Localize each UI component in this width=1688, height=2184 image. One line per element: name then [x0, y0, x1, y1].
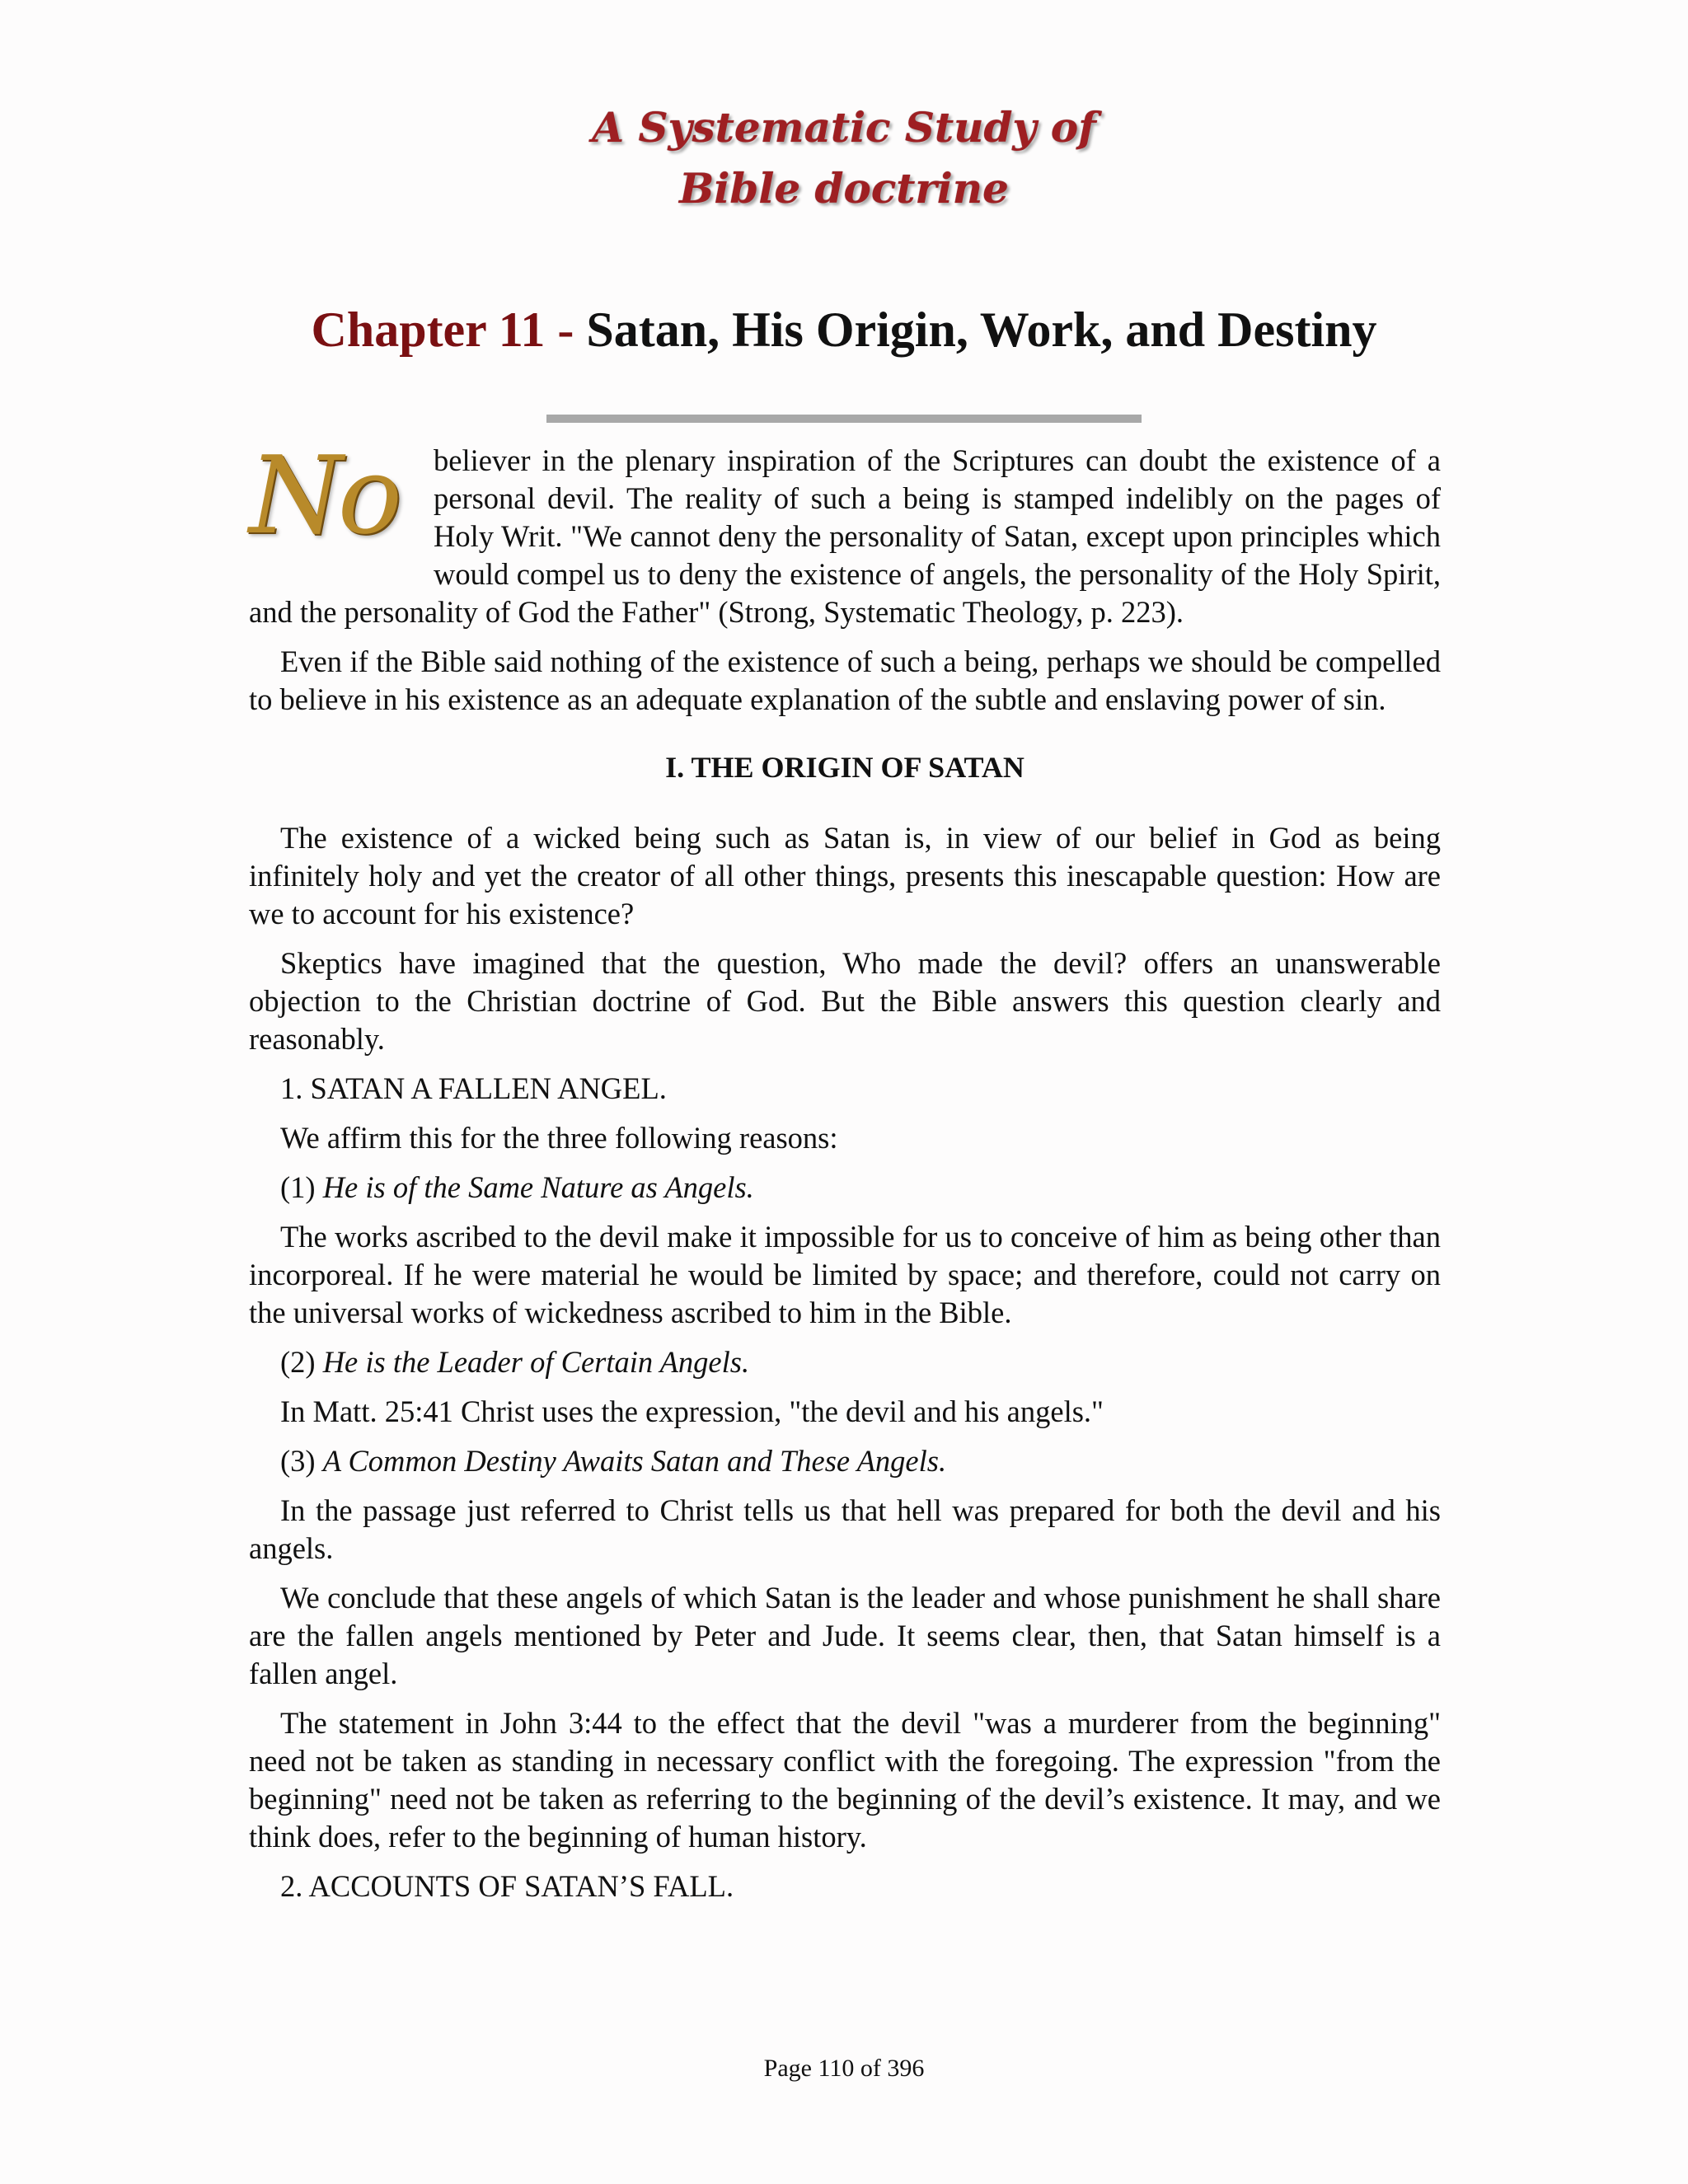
paragraph: In the passage just referred to Christ tells us that hell was prepared for both the devil and his angels. — [249, 1493, 1441, 1565]
reason-item — [249, 1169, 1441, 1207]
reason-item — [249, 1343, 1441, 1381]
intro-paragraph — [249, 433, 1441, 631]
paragraph: The works ascribed to the devil make it impossible for us to conceive of him as being other than incorporeal. If he were material he would be limited by space; and therefore, could not carry on the universal works of wickedness ascribed to him in the Bible. — [249, 1220, 1441, 1329]
horizontal-divider — [546, 415, 1142, 423]
drop-cap-letters: No — [249, 433, 398, 558]
section-heading: I. THE ORIGIN OF SATAN — [665, 751, 1025, 784]
paragraph: The existence of a wicked being such as Satan is, in view of our belief in God as being infinitely holy and yet the creator of all other things, presents this inescapable question: How are we to account for his existence? — [249, 821, 1441, 930]
drop-cap-image — [249, 433, 422, 558]
logo-line-1: A Systematic Study of — [592, 103, 1096, 152]
reason-title: He is of the Same Nature as Angels. — [322, 1170, 754, 1204]
chapter-name: Satan, His Origin, Work, and Destiny — [586, 302, 1377, 357]
subsection-heading: 1. SATAN A FALLEN ANGEL. — [280, 1071, 667, 1105]
reason-title: A Common Destiny Awaits Satan and These Angels. — [322, 1444, 947, 1478]
page-number-footer: Page 110 of 396 — [763, 2055, 925, 2082]
reason-item — [249, 1442, 1441, 1480]
paragraph: Even if the Bible said nothing of the existence of such a being, perhaps we should be compelled to believe in his existence as an adequate explanation of the subtle and enslaving power of sin. — [249, 644, 1441, 716]
reason-title: He is the Leader of Certain Angels. — [322, 1345, 750, 1379]
chapter-title — [0, 297, 1688, 363]
paragraph: We affirm this for the three following reasons: — [280, 1121, 838, 1155]
reason-number: (1) — [280, 1170, 323, 1204]
paragraph: Skeptics have imagined that the question, Who made the devil? offers an unanswerable objection to the Christian doctrine of God. But the Bible answers this question clearly and reasonably. — [249, 946, 1441, 1056]
paragraph: The statement in John 3:44 to the effect that the devil "was a murderer from the beginning" need not be taken as standing in necessary conflict with the foregoing. The expression "from the beginning" need not be taken as referring to the beginning of the devil’s existence. It may, and we think does, refer to the beginning of human history. — [249, 1706, 1441, 1854]
book-title-logo — [0, 97, 1688, 219]
reason-number: (3) — [280, 1444, 323, 1478]
paragraph: In Matt. 25:41 Christ uses the expression, "the devil and his angels." — [280, 1394, 1104, 1428]
reason-number: (2) — [280, 1345, 323, 1379]
logo-line-2: Bible doctrine — [679, 164, 1009, 213]
chapter-body — [249, 433, 1441, 1917]
chapter-number: Chapter 11 - — [311, 302, 587, 357]
paragraph-text: believer in the plenary inspiration of the Scriptures can doubt the existence of a personal devil. The reality of such a being is stamped indelibly on the pages of Holy Writ. "We cannot deny the personality of Satan, except upon principles which would compel us to deny the existence of angels, the personality of the Holy Spirit, and the personality of God the Father" (Strong, Systematic Theology, p. 223). — [249, 443, 1441, 629]
paragraph: We conclude that these angels of which Satan is the leader and whose punishment he shall share are the fallen angels mentioned by Peter and Jude. It seems clear, then, that Satan himself is a fallen angel. — [249, 1581, 1441, 1690]
subsection-heading: 2. ACCOUNTS OF SATAN’S FALL. — [280, 1869, 734, 1903]
